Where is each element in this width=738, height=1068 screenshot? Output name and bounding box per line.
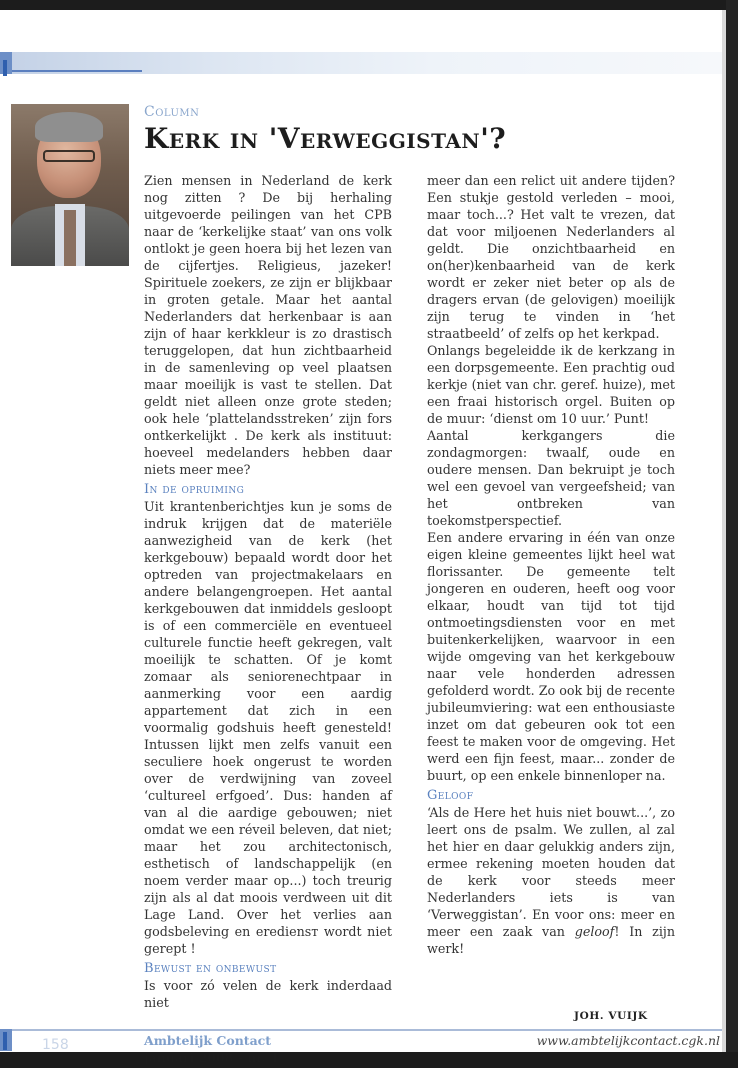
section-label: Column bbox=[144, 104, 200, 120]
author-name: JOH. VUIJK bbox=[574, 1010, 648, 1022]
paragraph: meer dan een relict uit andere tijden? Een stukje gestold verleden – mooi, maar toch...? Het valt te vrezen, dat dat voor miljoenen Nederlanders al geldt. Die onzichtbaarheid en on(her)kenbaarheid van de kerk wordt er zeker niet beter op als de dragers ervan (de gelovigen) moeilijk zijn terug te vinden in ‘het straatbeeld’ of zelfs op het kerkpad. bbox=[427, 173, 675, 341]
subheading: In de opruiming bbox=[144, 482, 245, 497]
page-edge-right bbox=[722, 10, 726, 1052]
author-photo bbox=[11, 104, 129, 266]
paragraph-text: ‘Als de Here het huis niet bouwt...’, zo leert ons de psalm. We zullen, al zal het hier en daar gelukkig anders zijn, ermee rekening moeten houden dat de kerk voor steeds meer Nederlanders iets is van ‘Verweggistan’. En voor ons: meer en meer een zaak van bbox=[427, 805, 675, 939]
magazine-name: Ambtelijk Contact bbox=[144, 1033, 272, 1048]
article-column-left bbox=[144, 172, 392, 1011]
article-column-right bbox=[427, 172, 675, 957]
photo-hair bbox=[35, 112, 103, 142]
paragraph: Zien mensen in Nederland de kerk nog zitten ? De bij herhaling uitgevoerde peilingen van het CPB naar de ‘kerkelijke staat’ van ons volk ontlokt je geen hoera bij het lezen van de cijfertjes. Religieus, jazeker! Spirituele zoekers, ze zijn er blijkbaar in groten getale. Maar het aantal Nederlanders dat herkenbaar is aan zijn of haar kerkkleur is zo drastisch teruggelopen, dat hun zichtbaarheid in de samenleving op veel plaatsen maar moeilijk is vast te stellen. Dat geldt niet alleen onze grote steden; ook hele ‘plattelandsstreken’ zijn fors ontkerkelijkt . De kerk als instituut: hoeveel medelanders hebben daar niets meer mee? bbox=[144, 173, 392, 477]
paragraph: Onlangs begeleidde ik de kerkzang in een dorpsgemeente. Een prachtig oud kerkje (niet van chr. geref. huize), met een fraai historisch orgel. Buiten op de muur: ‘dienst om 10 uur.’ Punt! bbox=[427, 343, 675, 426]
subheading: Bewust en onbewust bbox=[144, 961, 277, 976]
scan-border-top bbox=[0, 0, 738, 10]
paragraph bbox=[427, 804, 675, 957]
subheading: Geloof bbox=[427, 788, 474, 803]
website-url[interactable]: www.ambtelijkcontact.cgk.nl bbox=[536, 1033, 720, 1048]
page-number: 158 bbox=[42, 1037, 69, 1053]
paragraph: Is voor zó velen de kerk inderdaad niet bbox=[144, 978, 392, 1010]
paragraph: Aantal kerkgangers die zondagmorgen: twaalf, oude en oudere mensen. Dan bekruipt je toch wel een gevoel van vergeefsheid; van het ontbreken van toekomstperspectief. bbox=[427, 428, 675, 528]
photo-tie bbox=[64, 210, 76, 266]
paragraph: Een andere ervaring in één van onze eigen kleine gemeentes lijkt heel wat florissanter. De gemeente telt jongeren en ouderen, heeft oog voor elkaar, houdt van tijd tot tijd ontmoetingsdiensten voor en met buitenkerkelijken, waarvoor in een wijde omgeving van het kerkgebouw naar vele honderden adressen gefolderd wordt. Zo ook bij de recente jubileumviering: wat een enthousiaste inzet om dat gebeuren ook tot een feest te maken voor de omgeving. Het werd een fijn feest, maar... zonder de buurt, op een enkele binnenloper na. bbox=[427, 530, 675, 783]
header-accent-rule bbox=[12, 70, 142, 72]
header-accent-tick bbox=[3, 60, 7, 76]
paragraph-text: ! In zijn werk! bbox=[427, 924, 675, 956]
article-title: Kerk in 'Verweggistan'? bbox=[144, 122, 507, 155]
photo-glasses bbox=[43, 150, 95, 162]
scan-border-bottom bbox=[0, 1052, 738, 1068]
paragraph: Uit krantenberichtjes kun je soms de indruk krijgen dat de materiële aanwezigheid van de kerk (het kerkgebouw) bepaald wordt door het optreden van projectmakelaars en andere belangengroepen. Het aantal kerkgebouwen dat inmiddels gesloopt is of een commerciële en eventueel culturele functie heeft gekregen, valt moeilijk te schatten. Of je komt zomaar als seniorenechtpaar in aanmerking voor een aardig appartement dat zich in een voormalig godshuis heeft genesteld! Intussen lijkt men zelfs vanuit een seculiere hoek ongerust te worden over de verdwijning van zoveel ‘cultureel erfgoed’. Dus: handen af van al die aardige gebouwen; niet omdat we een réveil beleven, dat niet; maar het zou architectonisch, esthetisch of landschappelijk (en noem verder maar op...) toch treurig zijn als al dat moois verdween uit dit Lage Land. Over het verlies aan godsbeleving en erediensт wordt niet gerept ! bbox=[144, 499, 392, 956]
footer-accent-tick bbox=[3, 1032, 7, 1050]
scan-border-right bbox=[726, 0, 738, 1068]
footer-rule bbox=[0, 1029, 722, 1031]
issue-label: januari 2008 - nr. 1 bbox=[144, 1050, 280, 1065]
emphasis-text: geloof bbox=[574, 924, 615, 939]
